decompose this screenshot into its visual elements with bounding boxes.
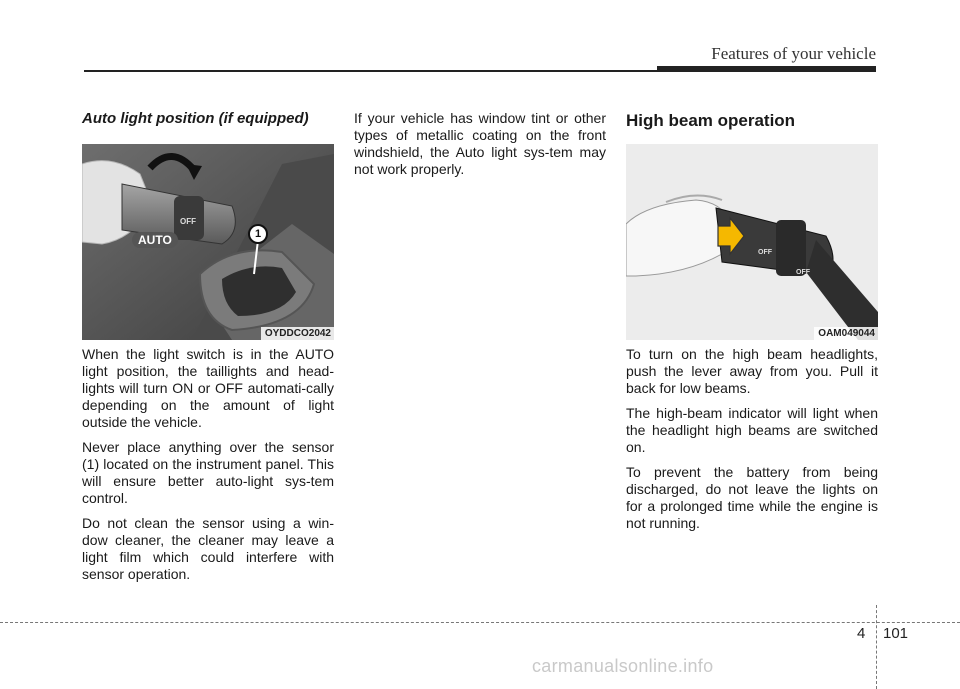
auto-light-subheading: Auto light position (if equipped)	[82, 110, 309, 127]
svg-text:OFF: OFF	[180, 217, 196, 226]
figure-code: OYDDCO2042	[261, 327, 334, 340]
section-header-title: Features of your vehicle	[711, 44, 876, 63]
auto-label-badge: AUTO	[132, 232, 178, 248]
body-paragraph: To turn on the high beam headlights, push the lever away from you. Pull it back for low beams.	[626, 346, 878, 396]
sensor-callout-number: 1	[248, 224, 268, 244]
body-paragraph: If your vehicle has window tint or other types of metallic coating on the front windshield, the Auto light sys-tem may not work properly.	[354, 110, 606, 177]
high-beam-illustration	[626, 144, 878, 340]
auto-light-figure	[82, 144, 334, 340]
high-beam-figure	[626, 144, 878, 340]
watermark-text: carmanualsonline.info	[532, 656, 714, 676]
body-paragraph: When the light switch is in the AUTO light position, the taillights and head-lights will turn ON or OFF automati-cally depending on the amount of light outside the vehicle.	[82, 346, 334, 430]
body-paragraph: Do not clean the sensor using a win-dow cleaner, the cleaner may leave a light film which could interfere with sensor operation.	[82, 515, 334, 582]
column-window-tint	[354, 110, 606, 186]
body-paragraph: The high-beam indicator will light when the headlight high beams are switched on.	[626, 405, 878, 455]
footer-rule	[0, 622, 960, 623]
auto-light-illustration	[82, 144, 334, 340]
header-rule-accent	[657, 66, 876, 72]
chapter-number: 4	[857, 625, 866, 642]
column-high-beam	[626, 108, 878, 540]
page-number: 101	[883, 625, 909, 642]
body-paragraph: To prevent the battery from being discharged, do not leave the lights on for a prolonged time while the engine is not running.	[626, 464, 878, 531]
figure-code: OAM049044	[814, 327, 878, 340]
high-beam-heading: High beam operation	[626, 111, 796, 130]
body-paragraph: Never place anything over the sensor (1) located on the instrument panel. This will ensure better auto-light sys-tem control.	[82, 439, 334, 506]
footer-divider	[876, 605, 877, 689]
svg-text:OFF: OFF	[758, 249, 772, 256]
svg-text:OFF: OFF	[796, 269, 810, 276]
column-auto-light	[82, 108, 334, 591]
